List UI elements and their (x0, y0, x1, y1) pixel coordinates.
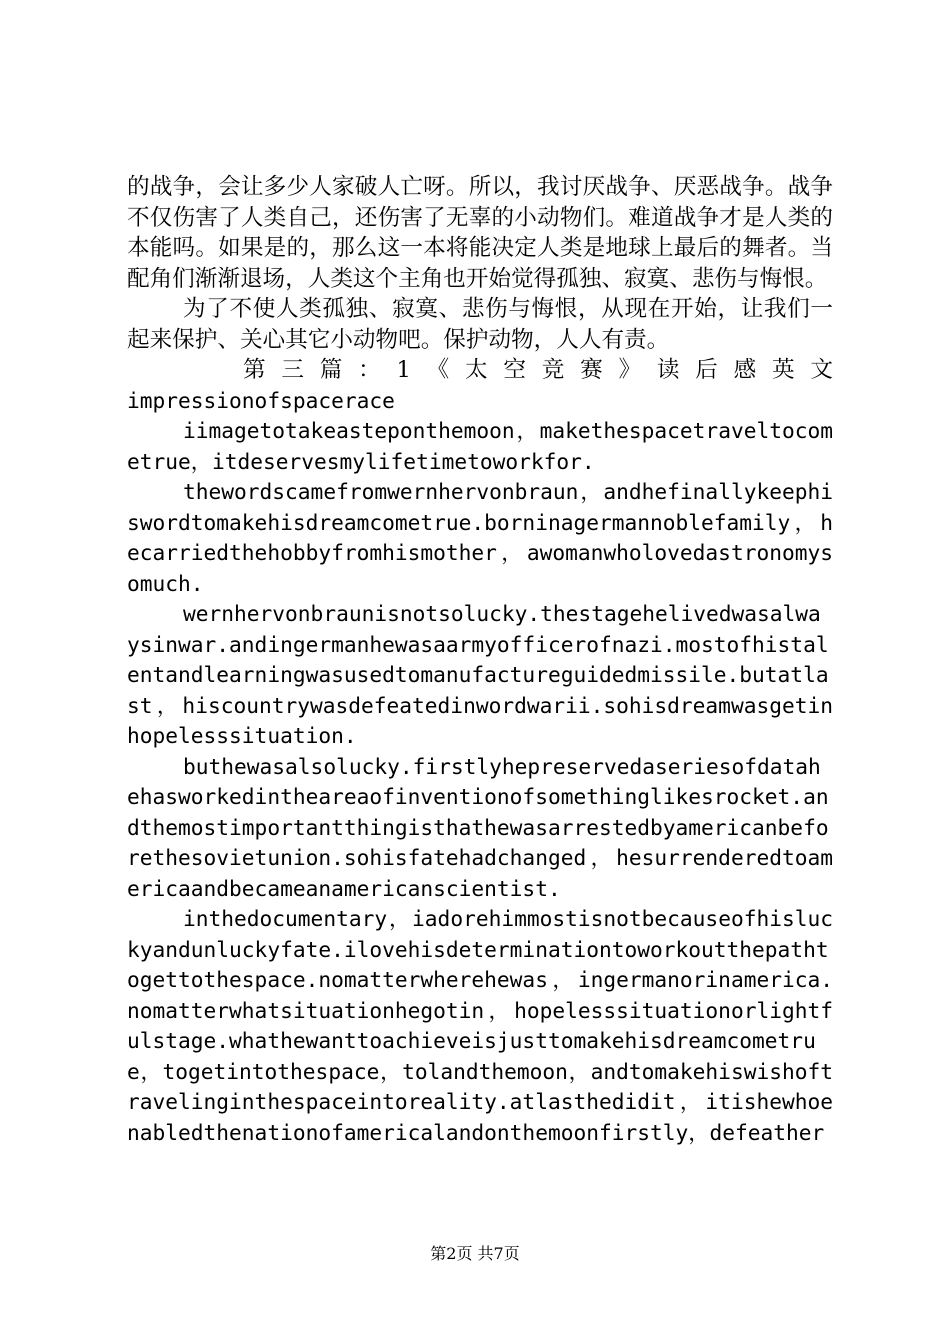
english-paragraph: inthedocumentary，iadorehimmostisnotbecauseofhisluckyandunluckyfate.ilovehisdeterminationtoworkoutthepathtogettothespace.nomatterwherehewas，ingermanorinamerica.nomatterwhatsituationhegotin，hopelesssituationorlightfulstage.whathewanttoachieveisjusttomakehisdreamcometrue，togetintothespace，tolandthemoon，andtomakehiswishoftravelinginthespaceintoreality.atlasthedidit，itishewhoenabledthenationofamericalandonthemoonfirstly，defeather (127, 906, 833, 1145)
section-heading: 第三篇：1《太空竞赛》读后感英文 (243, 357, 833, 383)
english-paragraph: wernhervonbraunisnotsolucky.thestagehelivedwasalwaysinwar.andingermanhewasaarmyofficerofnazi.mostofhistalentandlearningwasusedtomanufactureguidedmissile.butatlast，hiscountrywasdefeatedinwordwarii.sohisdreamwasgetinhopelesssituation. (127, 601, 833, 748)
paragraph-war: 的战争，会让多少人家破人亡呀。所以，我讨厌战争、厌恶战争。战争不仅伤害了人类自己，还伤害了无辜的小动物们。难道战争才是人类的本能吗。如果是的，那么这一本将能决定人类是地球上最后的舞者。当配角们渐渐退场，人类这个主角也开始觉得孤独、寂寞、悲伤与悔恨。 (127, 174, 833, 292)
page-footer: 第2页 共7页 (430, 1244, 520, 1263)
paragraph-protect-animals: 为了不使人类孤独、寂寞、悲伤与悔恨，从现在开始，让我们一起来保护、关心其它小动物吧。保护动物，人人有责。 (127, 296, 833, 353)
section-heading-continuation: impressionofspacerace (127, 387, 395, 413)
english-paragraph: buthewasalsolucky.firstlyhepreservedaseriesofdatahehasworkedintheareaofinventionofsomethinglikesrocket.andthemostimportantthingisthathewasarrestedbyamericanbeforethesovietunion.sohisfatehadchanged，hesurrenderedtoamericaandbecameanamericanscientist. (127, 753, 833, 901)
english-paragraph: thewordscamefromwernhervonbraun，andhefinallykeephiswordtomakehisdreamcometrue.borninagermannoblefamily，hecarriedthehobbyfromhismother，awomanwholovedastronomysomuch. (127, 479, 833, 596)
document-body (127, 172, 833, 1148)
english-paragraph: iimagetotakeasteponthemoon，makethespacetraveltocometrue，itdeservesmylifetimetoworkfor. (127, 418, 833, 474)
